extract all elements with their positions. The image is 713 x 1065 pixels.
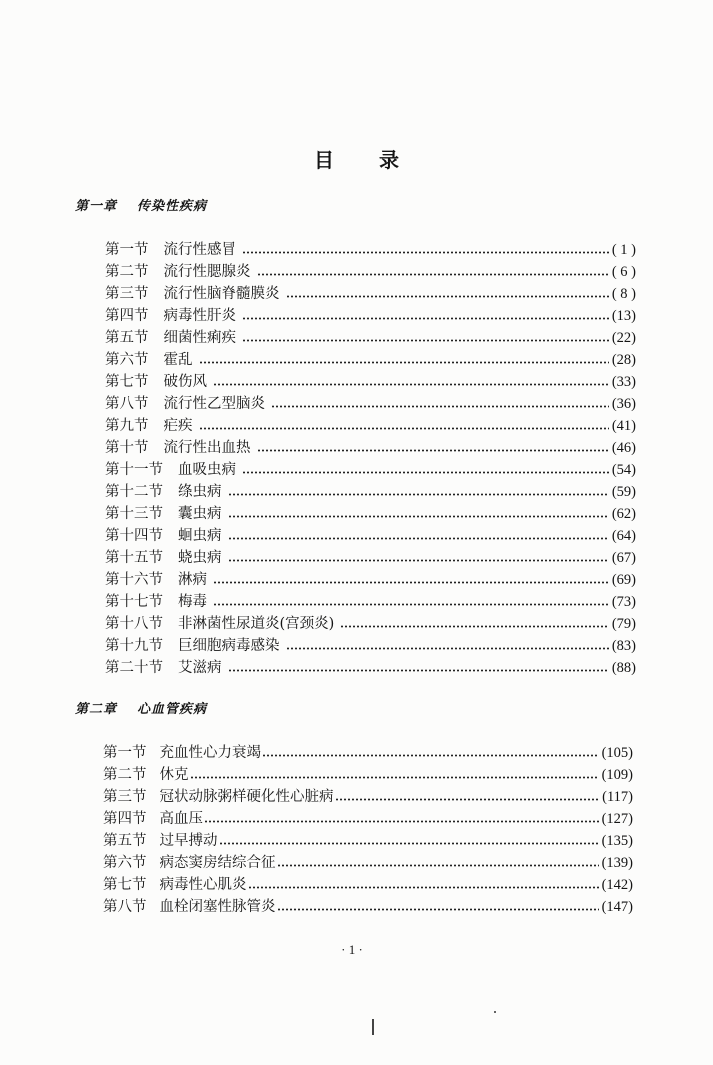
chapter-toc-list — [103, 742, 633, 918]
page-number: (147) — [601, 899, 633, 915]
section-label: 第十八节 — [105, 616, 163, 632]
page-number: ( 8 ) — [611, 286, 636, 302]
section-title: 艾滋病 — [178, 660, 222, 676]
page-number: (135) — [601, 833, 633, 849]
section-title: 病态窦房结综合征 — [159, 855, 276, 871]
dot-leader — [271, 405, 609, 408]
section-label: 第十三节 — [105, 506, 163, 522]
toc-entry — [105, 261, 636, 283]
toc-entry — [103, 742, 633, 764]
page-number: (64) — [611, 528, 636, 544]
section-title: 破伤风 — [163, 374, 207, 390]
page-number: (109) — [601, 767, 633, 783]
page-number: (139) — [601, 855, 633, 871]
dot-leader — [228, 493, 609, 496]
toc-entry — [103, 874, 633, 896]
section-label: 第五节 — [105, 330, 149, 346]
section-title: 病毒性心肌炎 — [159, 877, 247, 893]
section-label: 第七节 — [103, 877, 147, 893]
section-title: 流行性腮腺炎 — [163, 264, 251, 280]
section-label: 第二节 — [105, 264, 149, 280]
section-label: 第十一节 — [105, 462, 163, 478]
dot-leader — [242, 251, 609, 254]
section-title: 梅毒 — [178, 594, 207, 610]
page-number: (83) — [611, 638, 636, 654]
section-title: 高血压 — [159, 811, 203, 827]
dot-leader — [286, 295, 609, 298]
page-number: (79) — [611, 616, 636, 632]
section-title: 非淋菌性尿道炎(宫颈炎) — [178, 616, 335, 632]
dot-leader — [228, 669, 609, 672]
dot-leader — [228, 537, 609, 540]
dot-leader — [213, 581, 609, 584]
section-label: 第二十节 — [105, 660, 163, 676]
page-number: (69) — [611, 572, 636, 588]
chapter-name: 心血管疾病 — [137, 702, 208, 717]
section-title: 蛲虫病 — [178, 550, 222, 566]
dot-leader — [228, 559, 609, 562]
toc-entry — [103, 786, 633, 808]
section-title: 绦虫病 — [178, 484, 222, 500]
section-title: 血吸虫病 — [178, 462, 236, 478]
dot-leader — [242, 339, 609, 342]
page-number: (41) — [611, 418, 636, 434]
dot-leader — [219, 842, 599, 845]
section-label: 第二节 — [103, 767, 147, 783]
section-label: 第十节 — [105, 440, 149, 456]
page-number: (73) — [611, 594, 636, 610]
toc-entry — [105, 239, 636, 261]
dot-leader — [204, 820, 599, 823]
scan-speck — [494, 1011, 496, 1013]
chapter-number: 第一章 — [75, 199, 118, 214]
chapter-name: 传染性疾病 — [137, 199, 208, 214]
section-label: 第六节 — [105, 352, 149, 368]
scan-mark — [372, 1019, 374, 1035]
toc-entry — [103, 764, 633, 786]
toc-entry — [105, 481, 636, 503]
dot-leader — [213, 603, 609, 606]
section-title: 囊虫病 — [178, 506, 222, 522]
toc-entry — [105, 305, 636, 327]
toc-entry — [103, 808, 633, 830]
section-title: 霍乱 — [163, 352, 193, 368]
section-label: 第七节 — [105, 374, 149, 390]
toc-entry — [105, 393, 636, 415]
page-number: (59) — [611, 484, 636, 500]
section-label: 第九节 — [105, 418, 149, 434]
section-label: 第三节 — [103, 789, 147, 805]
dot-leader — [199, 427, 609, 430]
toc-entry — [103, 896, 633, 918]
page-number: (105) — [601, 745, 633, 761]
toc-entry — [105, 415, 636, 437]
section-title: 流行性乙型脑炎 — [163, 396, 265, 412]
toc-entry — [105, 547, 636, 569]
toc-entry — [105, 459, 636, 481]
section-title: 流行性感冒 — [163, 242, 236, 258]
section-label: 第十七节 — [105, 594, 163, 610]
toc-entry — [105, 283, 636, 305]
page-footer-number: · 1 · — [341, 942, 363, 957]
page-number: (33) — [611, 374, 636, 390]
dot-leader — [277, 864, 599, 867]
page-number: (22) — [611, 330, 636, 346]
page-number: (54) — [611, 462, 636, 478]
dot-leader — [262, 754, 599, 757]
section-title: 细菌性痢疾 — [163, 330, 236, 346]
toc-entry — [105, 503, 636, 525]
chapter-number: 第二章 — [75, 702, 118, 717]
section-label: 第六节 — [103, 855, 147, 871]
dot-leader — [335, 798, 600, 801]
dot-leader — [286, 647, 609, 650]
toc-entry — [105, 635, 636, 657]
dot-leader — [277, 908, 599, 911]
toc-entry — [105, 525, 636, 547]
section-label: 第三节 — [105, 286, 149, 302]
dot-leader — [340, 625, 609, 628]
section-label: 第八节 — [105, 396, 149, 412]
dot-leader — [242, 317, 609, 320]
chapter-toc-list — [105, 239, 636, 679]
page-number: (46) — [611, 440, 636, 456]
page-number: (117) — [602, 789, 633, 805]
section-label: 第八节 — [103, 899, 147, 915]
toc-entry — [105, 591, 636, 613]
section-title: 充血性心力衰竭 — [159, 745, 261, 761]
page-title: 目 录 — [314, 148, 399, 172]
section-label: 第一节 — [105, 242, 149, 258]
toc-entry — [105, 437, 636, 459]
dot-leader — [228, 515, 609, 518]
section-label: 第四节 — [103, 811, 147, 827]
toc-entry — [103, 852, 633, 874]
dot-leader — [199, 361, 609, 364]
dot-leader — [242, 471, 609, 474]
dot-leader — [257, 273, 609, 276]
section-title: 蛔虫病 — [178, 528, 222, 544]
page-number: ( 6 ) — [611, 264, 636, 280]
section-title: 冠状动脉粥样硬化性心脏病 — [159, 789, 334, 805]
section-label: 第十六节 — [105, 572, 163, 588]
toc-entry — [105, 569, 636, 591]
page-number: (28) — [611, 352, 636, 368]
page-number: (142) — [601, 877, 633, 893]
section-label: 第四节 — [105, 308, 149, 324]
chapter-heading — [75, 700, 207, 720]
page-number: (127) — [601, 811, 633, 827]
page-number: (13) — [611, 308, 636, 324]
section-label: 第一节 — [103, 745, 147, 761]
section-title: 血栓闭塞性脉管炎 — [159, 899, 276, 915]
section-title: 病毒性肝炎 — [163, 308, 236, 324]
dot-leader — [190, 776, 599, 779]
section-label: 第十九节 — [105, 638, 163, 654]
toc-entry — [103, 830, 633, 852]
page-number: ( 1 ) — [611, 242, 636, 258]
toc-entry — [105, 349, 636, 371]
dot-leader — [248, 886, 599, 889]
section-label: 第五节 — [103, 833, 147, 849]
page-number: (88) — [611, 660, 636, 676]
toc-entry — [105, 327, 636, 349]
section-title: 疟疾 — [163, 418, 193, 434]
section-title: 过早搏动 — [159, 833, 218, 849]
page-number: (36) — [611, 396, 636, 412]
toc-entry — [105, 657, 636, 679]
section-label: 第十二节 — [105, 484, 163, 500]
section-title: 巨细胞病毒感染 — [178, 638, 280, 654]
section-title: 流行性脑脊髓膜炎 — [163, 286, 280, 302]
dot-leader — [257, 449, 609, 452]
section-title: 休克 — [159, 767, 189, 783]
page-number: (67) — [611, 550, 636, 566]
page-number: (62) — [611, 506, 636, 522]
section-title: 淋病 — [178, 572, 207, 588]
dot-leader — [213, 383, 609, 386]
chapter-heading — [75, 197, 207, 217]
toc-entry — [105, 613, 636, 635]
section-title: 流行性出血热 — [163, 440, 251, 456]
section-label: 第十五节 — [105, 550, 163, 566]
section-label: 第十四节 — [105, 528, 163, 544]
toc-entry — [105, 371, 636, 393]
